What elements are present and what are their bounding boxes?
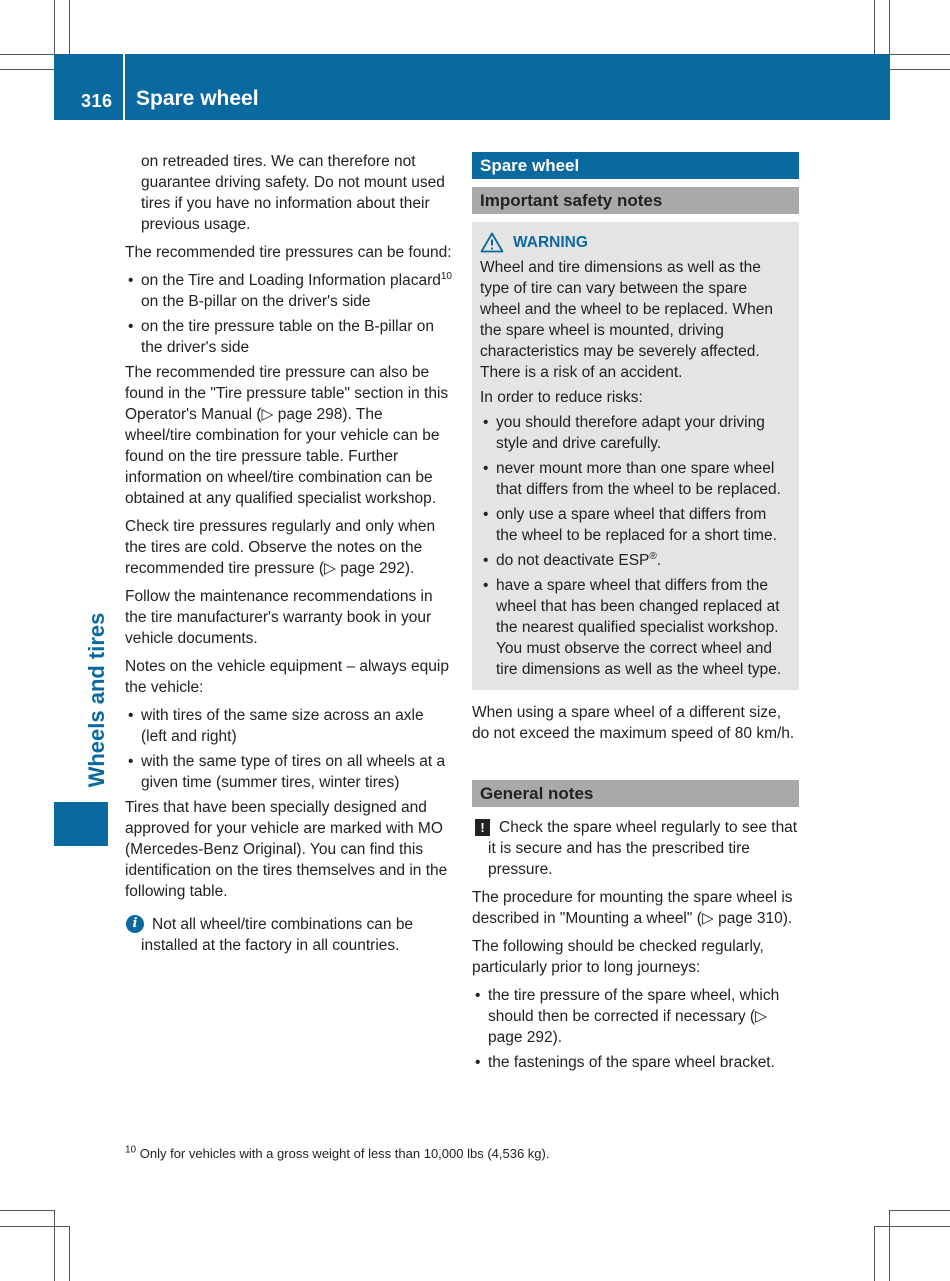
crop-mark [69,1226,70,1281]
list-item: • you should therefore adapt your driving style and drive carefully. [480,412,791,454]
paragraph-pressures-found: The recommended tire pressures can be found: [125,244,452,261]
list-item [480,550,791,571]
info-note [125,914,453,956]
paragraph-mo-tires: Tires that have been specially designed and approved for your vehicle are marked with MO (Mercedes-Benz Original). You can find this identification on the tires themselves and in the following table. [125,799,448,900]
crop-mark [54,1210,55,1281]
list-item: • only use a spare wheel that differs from the wheel to be replaced for a short time. [480,504,791,546]
crop-mark [874,1226,875,1281]
info-icon: i [126,915,144,933]
header-divider [123,54,125,120]
warning-box [472,222,799,690]
list-item: • the fastenings of the spare wheel bracket. [472,1052,799,1073]
crop-mark [874,1226,950,1227]
list-item: • never mount more than one spare wheel that differs from the wheel to be replaced. [480,458,791,500]
crop-mark [54,0,55,54]
paragraph-continued: on retreaded tires. We can therefore not guarantee driving safety. Do not mount used tires if you have no information about their previous usage. [141,153,445,233]
notice [472,817,799,880]
bullet-text: . [656,552,662,569]
paragraph-procedure: The procedure for mounting the spare wheel is described in "Mounting a wheel" (▷ page 310). [472,889,793,927]
list-item: • with the same type of tires on all wheels at a given time (summer tires, winter tires) [125,751,453,793]
list-item [125,270,453,312]
footnote-text: Only for vehicles with a gross weight of less than 10,000 lbs (4,536 kg). [139,1146,550,1161]
section-heading: Spare wheel [472,152,799,179]
crop-mark [890,69,950,70]
left-column [125,151,453,956]
paragraph-equipment: Notes on the vehicle equipment – always equip the vehicle: [125,658,449,696]
crop-mark [890,1210,950,1211]
list-item: • with tires of the same size across an axle (left and right) [125,705,453,747]
footnote [125,1146,549,1161]
footnote-ref: 10 [440,270,452,282]
crop-mark [0,1226,69,1227]
registered-mark: ® [649,550,657,562]
crop-mark [874,0,875,54]
crop-mark [0,1210,54,1211]
list-item: • the tire pressure of the spare wheel, which should then be corrected if necessary (▷ page 292). [472,985,799,1048]
page-number: 316 [81,91,113,111]
right-column [472,152,799,1077]
bullet-text: on the Tire and Loading Information placard [141,272,441,289]
list-item: • have a spare wheel that differs from the wheel that has been changed replaced at the nearest qualified specialist workshop. You must observe the correct wheel and tire dimensions as well as the wheel type. [480,575,791,680]
crop-mark [890,54,950,55]
subsection-heading: General notes [472,780,799,807]
paragraph-checked-regularly: The following should be checked regularly, particularly prior to long journeys: [472,938,764,976]
bullet-text: do not deactivate ESP [496,552,650,569]
footnote-marker: 10 [125,1144,137,1156]
crop-mark [889,1210,890,1281]
exclamation-icon: ! [475,819,490,836]
warning-triangle-icon [480,232,504,253]
list-item: • on the tire pressure table on the B-pillar on the driver's side [125,316,453,358]
warning-heading [480,232,791,253]
paragraph-maintenance: Follow the maintenance recommendations in the tire manufacturer's warranty book in your vehicle documents. [125,588,433,647]
crop-mark [889,0,890,54]
crop-mark [0,54,54,55]
crop-mark [69,0,70,54]
warning-label: WARNING [513,234,588,251]
page-title: Spare wheel [136,87,259,110]
paragraph-max-speed: When using a spare wheel of a different size, do not exceed the maximum speed of 80 km/h. [472,704,795,742]
crop-mark [0,69,54,70]
warning-reduce-risks: In order to reduce risks: [480,389,643,406]
warning-text: Wheel and tire dimensions as well as the type of tire can vary between the spare wheel and the wheel to be replaced. When the spare wheel is mounted, driving characteristics may be severely affected. There is a risk of an accident. [480,259,773,381]
side-tab-marker [54,802,108,846]
bullet-text: on the B-pillar on the driver's side [141,293,371,310]
info-note-text: Not all wheel/tire combinations can be installed at the factory in all countries. [141,916,414,954]
paragraph-also-found: The recommended tire pressure can also be found in the "Tire pressure table" section in this Operator's Manual (▷ page 298). The wheel/tire combination for your vehicle can be found on the tire pressure table. Further information on wheel/tire combination can be obtained at any qualified specialist workshop. [125,364,449,507]
notice-text: Check the spare wheel regularly to see that it is secure and has the prescribed tire pressure. [488,819,798,878]
side-tab-label: Wheels and tires [84,612,109,788]
subsection-heading: Important safety notes [472,187,799,214]
paragraph-check-pressures: Check tire pressures regularly and only when the tires are cold. Observe the notes on the recommended tire pressure (▷ page 292). [125,518,436,577]
